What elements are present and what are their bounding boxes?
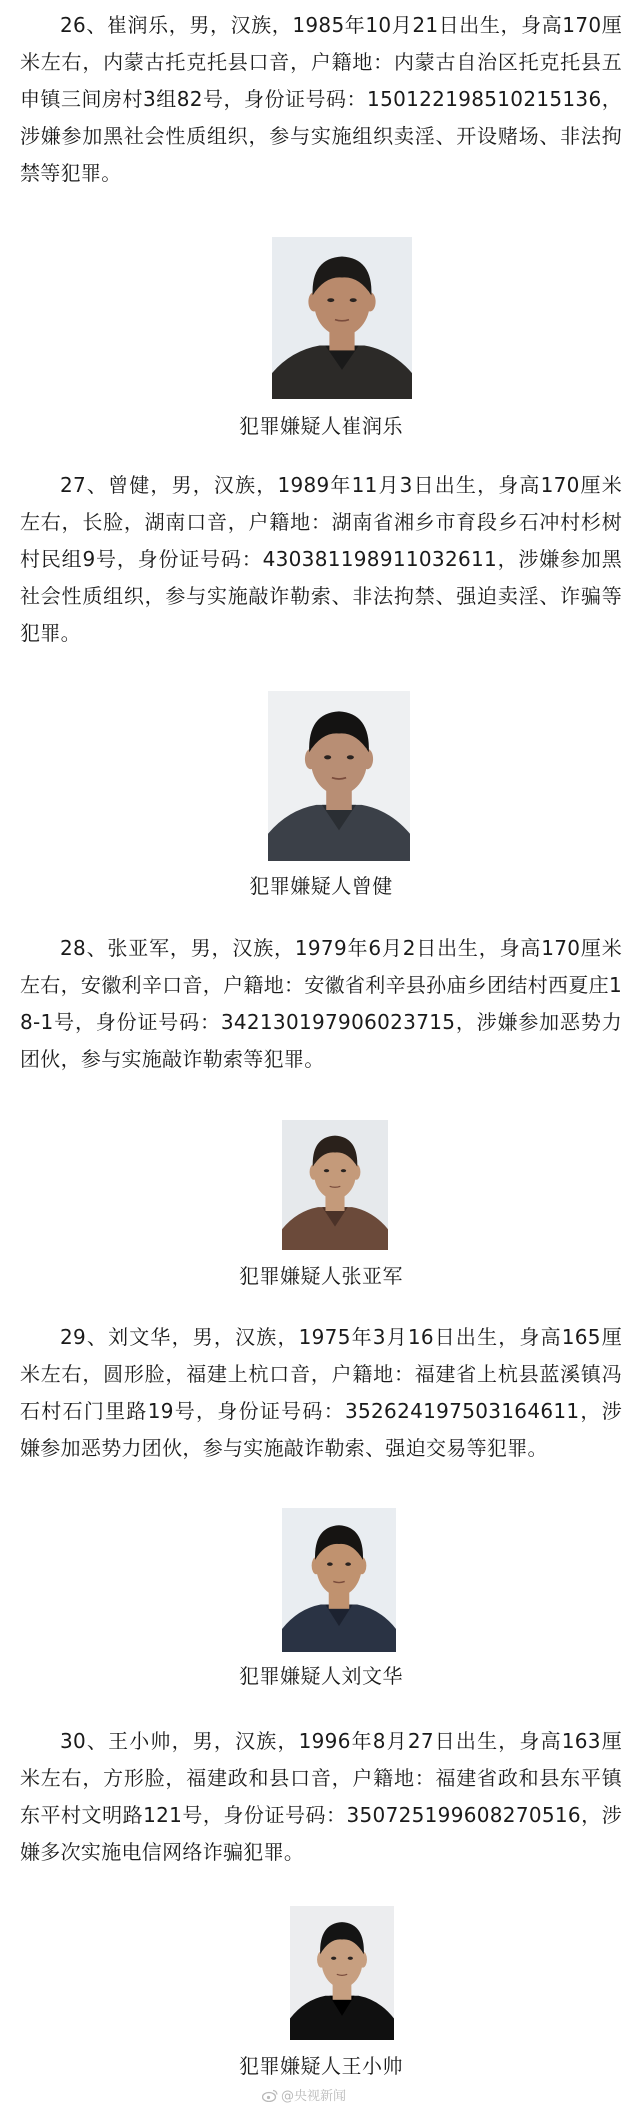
suspect-description: 28、张亚军，男，汉族，1979年6月2日出生，身高170厘米左右，安徽利辛口音，户籍地：安徽省利辛县孙庙乡团结村西夏庄18-1号，身份证号码：342130197906023715，涉嫌参加恶势力团伙，参与实施敲诈勒索等犯罪。 [20,936,622,1071]
watermark [262,2088,346,2106]
portrait-image [282,1508,396,1652]
suspect-entry-26 [0,7,642,192]
portrait-image [282,1120,388,1250]
suspect-description: 29、刘文华，男，汉族，1975年3月16日出生，身高165厘米左右，圆形脸，福建上杭口音，户籍地：福建省上杭县蓝溪镇冯石村石门里路19号，身份证号码：352624197503164611，涉嫌参加恶势力团伙，参与实施敲诈勒索、强迫交易等犯罪。 [20,1325,622,1460]
suspect-photo [290,1906,394,2040]
suspect-description: 30、王小帅，男，汉族，1996年8月27日出生，身高163厘米左右，方形脸，福建政和县口音，户籍地：福建省政和县东平镇东平村文明路121号，身份证号码：350725199608270516，涉嫌多次实施电信网络诈骗犯罪。 [20,1729,622,1864]
portrait-image [268,691,410,861]
suspect-entry-27 [0,467,642,652]
suspect-description: 26、崔润乐，男，汉族，1985年10月21日出生，身高170厘米左右，内蒙古托克托县口音，户籍地：内蒙古自治区托克托县五申镇三间房村3组82号，身份证号码：150122198510215136，涉嫌参加黑社会性质组织，参与实施组织卖淫、开设赌场、非法拘禁等犯罪。 [20,13,622,185]
photo-caption: 犯罪嫌疑人曾健 [249,874,393,898]
photo-caption: 犯罪嫌疑人王小帅 [239,2054,403,2078]
suspect-entry-28 [0,930,642,1078]
photo-caption: 犯罪嫌疑人张亚军 [239,1264,403,1288]
suspect-photo [282,1120,388,1250]
watermark-text: @央视新闻 [281,2089,347,2104]
suspect-description: 27、曾健，男，汉族，1989年11月3日出生，身高170厘米左右，长脸，湖南口音，户籍地：湖南省湘乡市育段乡石冲村杉树村民组9号，身份证号码：430381198911032611，涉嫌参加黑社会性质组织，参与实施敲诈勒索、非法拘禁、强迫卖淫、诈骗等犯罪。 [20,473,622,645]
portrait-image [290,1906,394,2040]
suspect-photo [282,1508,396,1652]
suspect-photo [268,691,410,861]
weibo-icon [262,2089,278,2102]
suspect-entry-29 [0,1319,642,1467]
suspect-entry-30 [0,1723,642,1871]
portrait-image [272,237,412,399]
photo-caption: 犯罪嫌疑人崔润乐 [239,414,403,438]
photo-caption: 犯罪嫌疑人刘文华 [239,1664,403,1688]
suspect-photo [272,237,412,399]
